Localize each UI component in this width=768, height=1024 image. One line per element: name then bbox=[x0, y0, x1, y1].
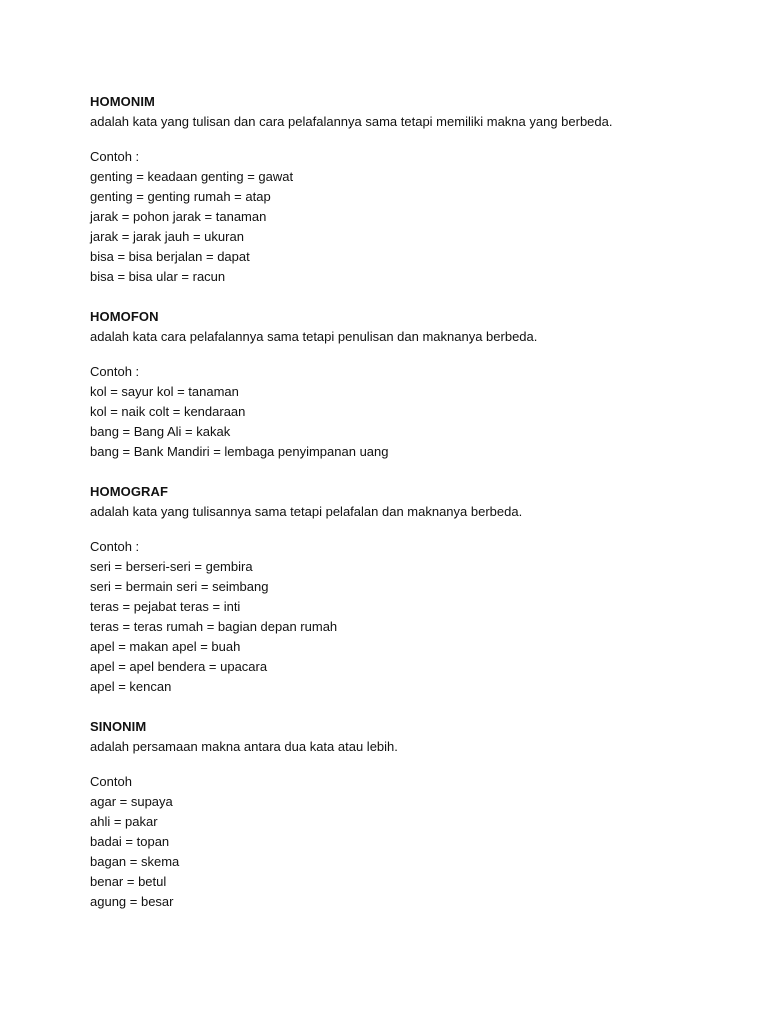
section-title: SINONIM bbox=[90, 719, 147, 734]
examples-list bbox=[90, 167, 730, 287]
examples-label: Contoh : bbox=[90, 149, 140, 164]
section-definition: adalah kata yang tulisannya sama tetapi pelafalan dan maknanya berbeda. bbox=[90, 504, 523, 519]
example-item: seri = bermain seri = seimbang bbox=[90, 579, 269, 594]
section-title: HOMONIM bbox=[90, 94, 155, 109]
examples-list bbox=[90, 792, 730, 912]
example-item: genting = keadaan genting = gawat bbox=[90, 169, 294, 184]
document-page bbox=[90, 92, 730, 932]
section-title: HOMOFON bbox=[90, 309, 159, 324]
example-item: apel = apel bendera = upacara bbox=[90, 659, 268, 674]
example-item: bagan = skema bbox=[90, 854, 180, 869]
example-item: bang = Bank Mandiri = lembaga penyimpanan uang bbox=[90, 444, 389, 459]
example-item: kol = naik colt = kendaraan bbox=[90, 404, 246, 419]
example-item: agung = besar bbox=[90, 894, 174, 909]
section-homonim bbox=[90, 92, 730, 287]
section-definition: adalah kata cara pelafalannya sama tetapi penulisan dan maknanya berbeda. bbox=[90, 329, 538, 344]
example-item: benar = betul bbox=[90, 874, 167, 889]
section-homofon bbox=[90, 307, 730, 462]
example-item: teras = pejabat teras = inti bbox=[90, 599, 241, 614]
example-item: genting = genting rumah = atap bbox=[90, 189, 271, 204]
examples-list bbox=[90, 382, 730, 462]
section-homograf bbox=[90, 482, 730, 697]
section-title: HOMOGRAF bbox=[90, 484, 169, 499]
section-sinonim bbox=[90, 717, 730, 912]
section-definition: adalah persamaan makna antara dua kata atau lebih. bbox=[90, 739, 398, 754]
example-item: teras = teras rumah = bagian depan rumah bbox=[90, 619, 338, 634]
examples-label: Contoh bbox=[90, 774, 132, 789]
example-item: seri = berseri-seri = gembira bbox=[90, 559, 253, 574]
examples-label: Contoh : bbox=[90, 539, 140, 554]
example-item: bang = Bang Ali = kakak bbox=[90, 424, 231, 439]
example-item: apel = kencan bbox=[90, 679, 172, 694]
examples-label: Contoh : bbox=[90, 364, 140, 379]
example-item: jarak = pohon jarak = tanaman bbox=[90, 209, 267, 224]
example-item: kol = sayur kol = tanaman bbox=[90, 384, 239, 399]
example-item: bisa = bisa ular = racun bbox=[90, 269, 226, 284]
example-item: bisa = bisa berjalan = dapat bbox=[90, 249, 250, 264]
example-item: agar = supaya bbox=[90, 794, 173, 809]
example-item: ahli = pakar bbox=[90, 814, 158, 829]
example-item: badai = topan bbox=[90, 834, 170, 849]
example-item: apel = makan apel = buah bbox=[90, 639, 241, 654]
example-item: jarak = jarak jauh = ukuran bbox=[90, 229, 244, 244]
examples-list bbox=[90, 557, 730, 697]
section-definition: adalah kata yang tulisan dan cara pelafalannya sama tetapi memiliki makna yang berbeda. bbox=[90, 114, 613, 129]
